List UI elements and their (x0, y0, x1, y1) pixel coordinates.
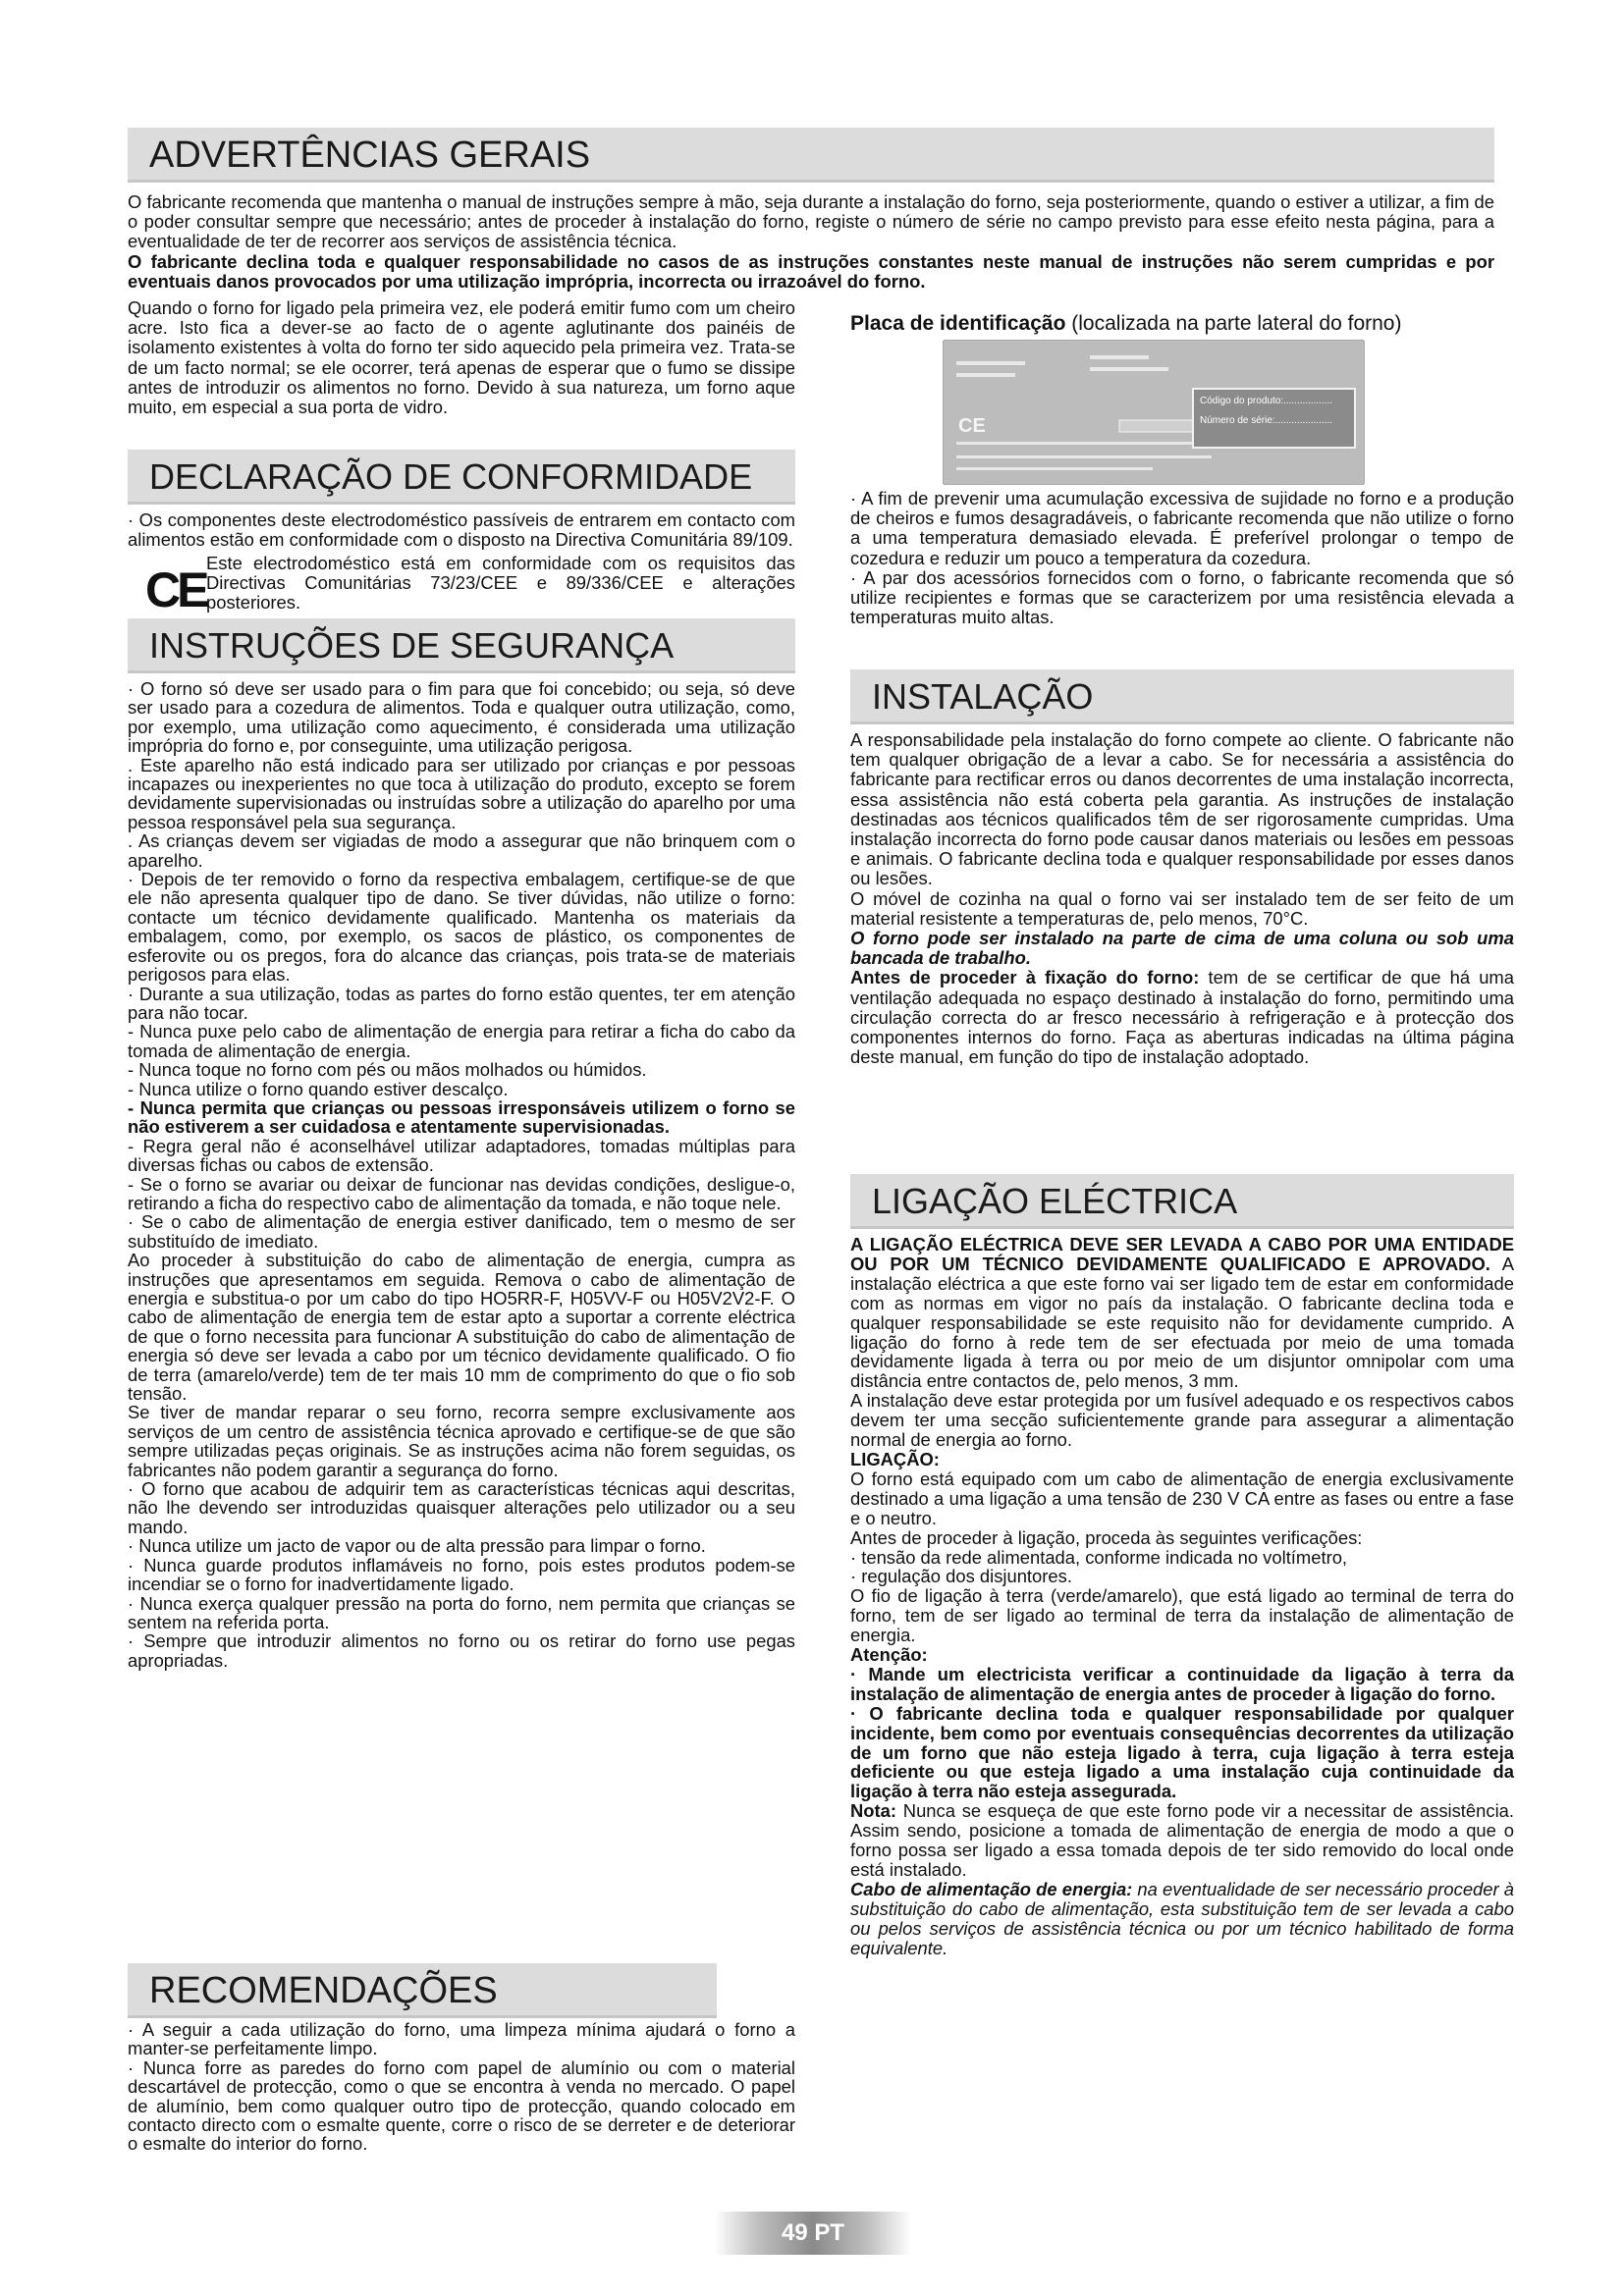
section-title-safety: INSTRUÇÕES DE SEGURANÇA (128, 618, 795, 673)
identification-plate-image (943, 340, 1365, 485)
installation-fixing-paragraph (850, 968, 1514, 1067)
conformity-text (128, 510, 795, 550)
electrical-paragraph: · regulação dos disjuntores. (850, 1566, 1072, 1587)
section-title-conformity: DECLARAÇÃO DE CONFORMIDADE (128, 450, 795, 505)
general-disclaimer: O fabricante declina toda e qualquer responsabilidade no casos de as instruções constantes neste manual de instruções não serem cumpridas e por eventuais danos provocados por uma utilização imprópria, incorrecta ou irrazoável do forno. (128, 250, 1494, 292)
electrical-paragraph-bold: · O fabricante declina toda e qualquer responsabilidade por qualquer incidente, bem como por eventuais consequências decorrentes da utilização de um forno que não esteja ligado à terra, cuja ligação à terra esteja deficiente ou que esteja ligado a uma instalação cuja continuidade da ligação à terra não esteja assegurada. (850, 1702, 1514, 1802)
electrical-paragraph-bold: · Mande um electricista verificar a continuidade da ligação à terra da instalação de alimentação de energia antes de proceder à ligação do forno. (850, 1663, 1514, 1704)
safety-paragraph: - Nunca utilize o forno quando estiver descalço. (128, 1078, 509, 1099)
general-paragraph-1: O fabricante recomenda que mantenha o manual de instruções sempre à mão, seja durante a instalação do forno, seja posteriormente, quando o estiver a utilizar, a fim de o poder consultar sempre que necessário; antes de proceder à instalação do forno, registe o número de série no campo previsto para esse efeito nesta página, para a eventualidade de ter de recorrer aos serviços de assistência técnica. (128, 191, 1494, 252)
plate-serial-number: Número de série:..................... (1200, 415, 1333, 426)
safety-text (128, 679, 795, 1670)
safety-paragraph-bold: - Nunca permita que crianças ou pessoas irresponsáveis utilizem o forno se não estiverem a ser cuidadosa e atentamente supervisionadas. (128, 1096, 795, 1138)
installation-fixing-rest: tem de se certificar de que há uma ventilação adequada no espaço destinado à instalação do forno, permitindo uma circulação correcta do ar fresco necessário à refrigeração e à protecção dos componentes internos do forno. Faça as aberturas indicadas na última página deste manual, em função do tipo de instalação adoptado. (850, 967, 1514, 1068)
electrical-note-rest: Nunca se esqueça de que este forno pode vir a necessitar de assistência. Assim sendo, posicione a tomada de alimentação de energia de modo a que o forno possa ser ligado a essa tomada depois de ter sido removido do local onde está instalado. (850, 1800, 1514, 1880)
plate-ce-icon: CE (958, 415, 986, 437)
conformity-paragraph-1: · Os componentes deste electrodoméstico passíveis de entrarem em contacto com alimentos estão em conformidade com o disposto na Directiva Comunitária 89/109. (128, 509, 795, 551)
section-title-installation: INSTALAÇÃO (850, 669, 1514, 724)
safety-paragraph: · Depois de ter removido o forno da respectiva embalagem, certifique-se de que ele não apresenta qualquer tipo de dano. Se tiver dúvidas, não utilize o forno: contacte um técnico devidamente qualificado. Mantenha os materiais da embalagem, como, por exemplo, os sacos de plástico, os componentes de esferovite ou os pregos, fora do alcance das crianças, pois trata-se de materiais perigosos para elas. (128, 869, 795, 986)
installation-paragraph-bold-italic: O forno pode ser instalado na parte de cima de uma coluna ou sob uma bancada de trabalho. (850, 928, 1514, 969)
safety-paragraph: - Nunca puxe pelo cabo de alimentação de energia para retirar a ficha do cabo da tomada de alimentação de energia. (128, 1021, 795, 1061)
electrical-paragraph: O fio de ligação à terra (verde/amarelo), que está ligado ao terminal de terra do forno, tem de ser ligado ao terminal de terra da instalação de alimentação de energia. (850, 1585, 1514, 1646)
recommendations-paragraph: · A seguir a cada utilização do forno, uma limpeza mínima ajudará o forno a manter-se perfeitamente limpo. (128, 2019, 795, 2059)
safety-paragraph: · O forno só deve ser usado para o fim para que foi concebido; ou seja, só deve ser usado para a cozedura de alimentos. Toda e qualquer outra utilização, como, por exemplo, uma utilização como aquecimento, é considerada uma utilização imprópria do forno e, por conseguinte, uma utilização perigosa. (128, 678, 795, 757)
safety-paragraph: · Nunca guarde produtos inflamáveis no forno, pois estes produtos podem-se incendiar se o forno for inadvertidamente ligado. (128, 1554, 795, 1595)
electrical-note (850, 1801, 1514, 1880)
electrical-text (850, 1235, 1514, 1958)
conformity-paragraph-2: Este electrodoméstico está em conformidade com os requisitos das Directivas Comunitárias 73/23/CEE e 89/336/CEE e alterações posteriores. (206, 553, 795, 614)
safety-paragraph: - Regra geral não é aconselhável utilizar adaptadores, tomadas múltiplas para diversas fichas ou cabos de extensão. (128, 1135, 795, 1176)
section-title-recommendations: RECOMENDAÇÕES (128, 1963, 717, 2018)
electrical-heading: Atenção: (850, 1644, 928, 1666)
page-number: 49 PT (715, 2212, 911, 2255)
electrical-warning-bold: A LIGAÇÃO ELÉCTRICA DEVE SER LEVADA A CABO POR UMA ENTIDADE OU POR UM TÉCNICO DEVIDAMENTE QUALIFICADO E APROVADO. (850, 1234, 1514, 1274)
installation-paragraph: O móvel de cozinha na qual o forno vai ser instalado tem de ser feito de um material resistente a temperaturas de, pelo menos, 70°C. (850, 887, 1514, 929)
safety-paragraph: · Se o cabo de alimentação de energia estiver danificado, tem o mesmo de ser substituído de imediato. (128, 1211, 795, 1252)
plate-label (850, 312, 1401, 336)
plate-product-code: Código do produto:.................. (1200, 396, 1333, 406)
ce-mark-icon: CE (145, 562, 206, 617)
installation-fixing-bold: Antes de proceder à fixação do forno: (850, 967, 1200, 988)
electrical-paragraph: · tensão da rede alimentada, conforme indicada no voltímetro, (850, 1546, 1348, 1568)
safety-paragraph: - Nunca toque no forno com pés ou mãos molhados ou húmidos. (128, 1059, 647, 1081)
safety-paragraph: Ao proceder à substituição do cabo de alimentação de energia, cumpra as instruções que apresentamos em seguida. Remova o cabo de alimentação de energia e substitua-o por um cabo do tipo HO5RR-F, H05VV-F ou H05V2V2-F. O cabo de alimentação de energia tem de estar apto a suportar a corrente eléctrica de que o forno necessita para funcionar A substituição do cabo de alimentação de energia só deve ser levada a cabo por um técnico devidamente qualificado. O fio de terra (amarelo/verde) tem de ter mais 10 mm de comprimento do que o fio sob tensão. (128, 1250, 795, 1405)
electrical-heading: LIGAÇÃO: (850, 1448, 940, 1469)
electrical-cable-rest: na eventualidade de ser necessário proceder à substituição do cabo de alimentação, esta substituição tem de ser levada a cabo ou pelos serviços de assistência técnica ou por um técnico habilitado de forma equivalente. (850, 1878, 1514, 1958)
conformity-directives (206, 554, 795, 614)
safety-paragraph: . As crianças devem ser vigiadas de modo a assegurar que não brinquem com o aparelho. (128, 830, 795, 871)
recommendations-text (128, 2020, 795, 2154)
installation-paragraph: A responsabilidade pela instalação do forno compete ao cliente. O fabricante não tem qualquer obrigação de a levar a cabo. Se for necessária a assistência do fabricante para rectificar erros ou danos decorrentes de uma instalação incorrecta, essa assistência não está coberta pela garantia. As instruções de instalação destinadas aos técnicos qualificados têm de ser rigorosamente cumpridas. Uma instalação incorrecta do forno pode causar danos materiais ou lesões em pessoas e animais. O fabricante declina toda e qualquer responsabilidade por esses danos ou lesões. (850, 729, 1514, 889)
section-title-electrical: LIGAÇÃO ELÉCTRICA (850, 1174, 1514, 1229)
safety-paragraph: Se tiver de mandar reparar o seu forno, recorra sempre exclusivamente aos serviços de um centro de assistência técnica aprovado e certifique-se de que são sempre utilizadas peças originais. Se as instruções acima não forem seguidas, os fabricantes não podem garantir a segurança do forno. (128, 1402, 795, 1480)
electrical-note-bold: Nota: (850, 1800, 896, 1822)
plate-label-bold: Placa de identificação (850, 312, 1066, 335)
electrical-paragraph: A instalação deve estar protegida por um fusível adequado e os respectivos cabos devem ter uma secção suficientemente grande para assegurar a alimentação normal de energia ao forno. (850, 1390, 1514, 1451)
recommendations-paragraph: · A fim de prevenir uma acumulação excessiva de sujidade no forno e a produção de cheiros e fumos desagradáveis, o fabricante recomenda que não utilize o forno a uma temperatura demasiado elevada. É preferível prolongar o tempo de cozedura e reduzir um pouco a temperatura da cozedura. (850, 488, 1514, 568)
plate-label-rest: (localizada na parte lateral do forno) (1065, 312, 1402, 335)
safety-paragraph: . Este aparelho não está indicado para ser utilizado por crianças e por pessoas incapazes ou inexperientes no que toca à utilização do produto, excepto se forem devidamente supervisionadas ou instruídas sobre a utilização do aparelho por uma pessoa responsável pela sua segurança. (128, 754, 795, 832)
safety-paragraph: · Sempre que introduzir alimentos no forno ou os retirar do forno use pegas apropriadas. (128, 1630, 795, 1671)
general-intro (128, 192, 1494, 292)
electrical-paragraph (850, 1235, 1514, 1391)
safety-paragraph: · Durante a sua utilização, todas as partes do forno estão quentes, ter em atenção para não tocar. (128, 983, 795, 1023)
safety-paragraph: - Se o forno se avariar ou deixar de funcionar nas devidas condições, desligue-o, retirando a ficha do respectivo cabo de alimentação da tomada, e não toque nele. (128, 1173, 795, 1213)
electrical-cable-note (850, 1880, 1514, 1958)
safety-paragraph: · Nunca utilize um jacto de vapor ou de alta pressão para limpar o forno. (128, 1535, 706, 1557)
general-first-use (128, 298, 795, 417)
safety-paragraph: · Nunca exerça qualquer pressão na porta do forno, nem permita que crianças se sentem na referida porta. (128, 1592, 795, 1632)
section-title-general: ADVERTÊNCIAS GERAIS (128, 128, 1494, 183)
general-paragraph-3: Quando o forno for ligado pela primeira vez, ele poderá emitir fumo com um cheiro acre. Isto fica a dever-se ao facto de o agente aglutinante dos painéis de isolamento existentes à volta do forno ter sido aquecido pela primeira vez. Trata-se de um facto normal; se ele ocorrer, terá apenas de esperar que o fumo se dissipe antes de introduzir os alimentos no forno. Devido à sua natureza, um forno aque muito, em especial a sua porta de vidro. (128, 297, 795, 418)
recommendations-paragraph: · A par dos acessórios fornecidos com o forno, o fabricante recomenda que só utilize recipientes e formas que se caracterizem por uma resistência elevada a temperaturas muito altas. (850, 566, 1514, 628)
electrical-warning-rest: A instalação eléctrica a que este forno vai ser ligado tem de estar em conformidade com as normas em vigor no país da instalação. O fabricante declina toda e qualquer responsabilidade se este requisito não for devidamente cumprido. A ligação do forno à rede tem de ser efectuada por meio de uma tomada devidamente ligada à terra ou por meio de um disjuntor omnipolar com uma distância entre contactos de, pelo menos, 3 mm. (850, 1253, 1514, 1392)
recommendations-text-right (850, 489, 1514, 627)
electrical-cable-bold: Cabo de alimentação de energia: (850, 1878, 1133, 1899)
recommendations-paragraph: · Nunca forre as paredes do forno com papel de alumínio ou com o material descartável de protecção, como o que se encontra à venda no mercado. O papel de alumínio, bem como qualquer outro tipo de protecção, quando colocado em contacto directo com o esmalte quente, corre o risco de se derreter e de deteriorar o esmalte do interior do forno. (128, 2056, 795, 2155)
electrical-paragraph: Antes de proceder à ligação, proceda às seguintes verificações: (850, 1526, 1363, 1548)
safety-paragraph: · O forno que acabou de adquirir tem as características técnicas aqui descritas, não lhe devendo ser introduzidas quaisquer alterações pelo utilizador ou a seu mando. (128, 1478, 795, 1537)
installation-text (850, 730, 1514, 1067)
electrical-paragraph: O forno está equipado com um cabo de alimentação de energia exclusivamente destinado a uma ligação a uma tensão de 230 V CA entre as fases ou entre a fase e o neutro. (850, 1468, 1514, 1528)
